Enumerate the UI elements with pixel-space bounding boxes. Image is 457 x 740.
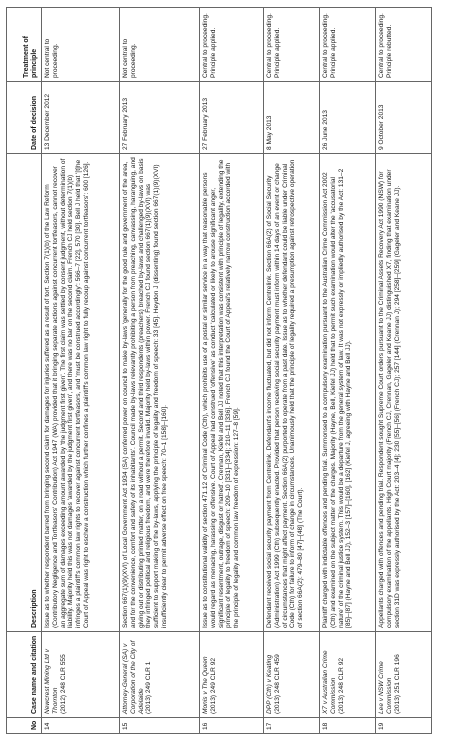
date-cell: 27 February 2013 [200, 82, 264, 154]
case-citation: (2012) 248 CLR 555 [59, 654, 67, 714]
case-title: DPP (Cth) v Keating [266, 654, 273, 714]
table-row [200, 8, 264, 734]
case-citation: (2013) 248 CLR 459 [273, 654, 281, 714]
case-cell [376, 632, 432, 718]
case-title: Attorney-General (SA) v Corporation of the City of Adelaide [122, 640, 145, 714]
treatment-cell: Central to proceeding. Principle applied. [264, 8, 320, 82]
case-title: X7 v Australian Crime Commission [322, 650, 337, 714]
treatment-cell: Central to proceeding. Principle applied. [200, 8, 264, 82]
header-description: Description [7, 154, 42, 632]
description-cell: Appellants charged with offences and pending trial. Respondent sought Supreme Court orders pursuant to the Criminal Assets Recovery Act 1990 (NSW) for compulsory examination of the appellants. High Court majority (French CJ, Crennan, Gageler and Keane JJ) distinguished X7, finding that examination under section 31D was expressly authorised by the Act: 203–4 [4]; 230 [55]–[56] (French CJ); 257 [144] (Crennan J); 294 [258]–[259] (Gageler and Keane JJ). [376, 154, 432, 632]
treatment-cell: Not central to proceeding. [120, 8, 200, 82]
row-number: 18 [320, 718, 376, 734]
case-cell [264, 632, 320, 718]
header-no: No [7, 718, 42, 734]
treatment-cell: Central to proceeding. Principle applied. [320, 8, 376, 82]
case-citation: (2013) 251 CLR 196 [393, 654, 401, 714]
header-row [7, 8, 42, 734]
case-title: Monis v The Queen [202, 656, 209, 714]
table-body [42, 8, 432, 734]
case-citation: (2013) 249 CLR 1 [145, 661, 153, 714]
description-cell: Section 667(1)(9)(XVI) of Local Government Act 1934 (SA) conferred power on council to make by-laws 'generally for the good rule and government of the area, and for the convenience, comfort and safety of its inhabitants'. Council made by-laws relevantly prohibiting a person from preaching, canvassing, haranguing, and giving out or distributing printed matter, on a road without a permit. Second and third respondents (preachers) breached by-laws and challenged by-laws on basis they infringed political and religious freedom, and were therefore invalid. Majority held by-laws within power. French CJ found section 667(1)(9)(XVI) was sufficient to support making of the by-laws, applying the principle of legality and freedom of speech: 33 [45]. Heydon J (dissenting) found section 667(1)(9)(XVI) insufficiently clear to permit adverse effect on free speech: 70–1 [158]–[160]. [120, 154, 200, 632]
row-number: 16 [200, 718, 264, 734]
header-date: Date of decision [7, 82, 42, 154]
header-treatment: Treatment of principle [7, 8, 42, 82]
row-number: 17 [264, 718, 320, 734]
treatment-cell: Central to proceeding. Principle rebutted. [376, 8, 432, 82]
case-citation: (2013) 248 CLR 92 [337, 657, 345, 714]
case-cell [200, 632, 264, 718]
description-cell: Plaintiff charged with indictable offences and pending trial. Summonsed to a compulsory examination pursuant to the Australian Crime Commission Act 2002 (Cth) and examined on the subject matter of the charges. Majority (Hayne, Bell, Kiefel JJ) held that to permit such examination would alter the 'accusatorial nature' of the criminal justice system. This would be a departure from the general system of law. It was not expressly or impliedly authorised by the Act: 131–2 [85]–[87] (Hayne and Bell JJ), 152–3 [157]–[160], [162] (Kiefel J, agreeing with Hayne and Bell JJ). [320, 154, 376, 632]
table-row [42, 8, 120, 734]
date-cell: 8 May 2013 [264, 82, 320, 154]
treatment-cell: Not central to proceeding. [42, 8, 120, 82]
table-row [264, 8, 320, 734]
case-cell [42, 632, 120, 718]
date-cell: 13 December 2012 [42, 82, 120, 154]
table-row [120, 8, 200, 734]
description-cell: Defendant received social security payment from Centrelink. Defendant's income fluctuated, but did not inform Centrelink. Section 66A(2) of Social Security (Administration) Act 1999 (Cth) subsequently enacted. Provided that person receiving social security payment must inform within 14 days of an event or change of circumstances that might affect payment. Section 66A(2) purported to operate from a past date. Issue as to whether defendant could be liable under Criminal Code (Cth) for failure to inform of change in circumstances. Unanimously held that the principle of legality required a presumption against retrospective operation of section 66A(2): 479–80 [47]–[48] (The Court). [264, 154, 320, 632]
case-cell [120, 632, 200, 718]
cases-table [6, 7, 432, 734]
date-cell: 27 February 2013 [120, 82, 200, 154]
case-title: Lee v NSW Crime Commission [378, 661, 393, 714]
row-number: 14 [42, 718, 120, 734]
case-citation: (2013) 249 CLR 92 [209, 657, 217, 714]
row-number: 15 [120, 718, 200, 734]
description-cell: Issue as to constitutional validity of section 471.12 of Criminal Code (Cth), which prohibits use of a postal or similar service in a way that reasonable persons would regard as menacing, harassing or offensive. Court of Appeal had construed 'offensive' as conduct 'calculated or likely to arouse significant anger, significant resentment, outrage, disgust or hatred'. Crennan, Kiefel and Bell JJ noted that this interpretation was consistent with principle of legality, extending the principle of legality to freedom of speech: 209–10 [331]–[334]; 210–11 [336]. French CJ found the Court of Appeal's relatively narrow construction accorded with the principle of legality and common law freedom of expression: 127–8 [59]. [200, 154, 264, 632]
table-row [376, 8, 432, 734]
table-row [320, 8, 376, 734]
case-cell [320, 632, 376, 718]
date-cell: 26 June 2013 [320, 82, 376, 154]
header-case: Case name and citation [7, 632, 42, 718]
case-title: Newcrest Mining Ltd v Thornton [44, 649, 59, 714]
row-number: 19 [376, 718, 432, 734]
date-cell: 9 October 2013 [376, 82, 432, 154]
description-cell: Issue as to whether respondent barred from bringing second claim for damages for injuries suffered as a result of tort. Section 7(1)(b) of the Law Reform (Contributory Negligence and Tortfeasors' Contribution) Act 1947 (WA) provided that it bringing separate actions against concurrent tortfeasors, cannot recover an aggregate sum of damages exceeding amount awarded by 'the judgment first given'. The first claim was settled by consent judgment, without determination of liability. Majority held this was not damages 'awarded by the judgment first given', and there was no bar on the second claim. French CJ held section 7(1)(b) infringes a plaintiff's common law rights to recover against concurrent tortfeasors, and 'must be construed accordingly': 566–7 [22], 570 [30]. Bell J held that '[t]he Court of Appeal was right to eschew a construction which further confines a plaintiff's common law right to fully recoup against concurrent tortfeasors': 600 [126]. [42, 154, 120, 632]
